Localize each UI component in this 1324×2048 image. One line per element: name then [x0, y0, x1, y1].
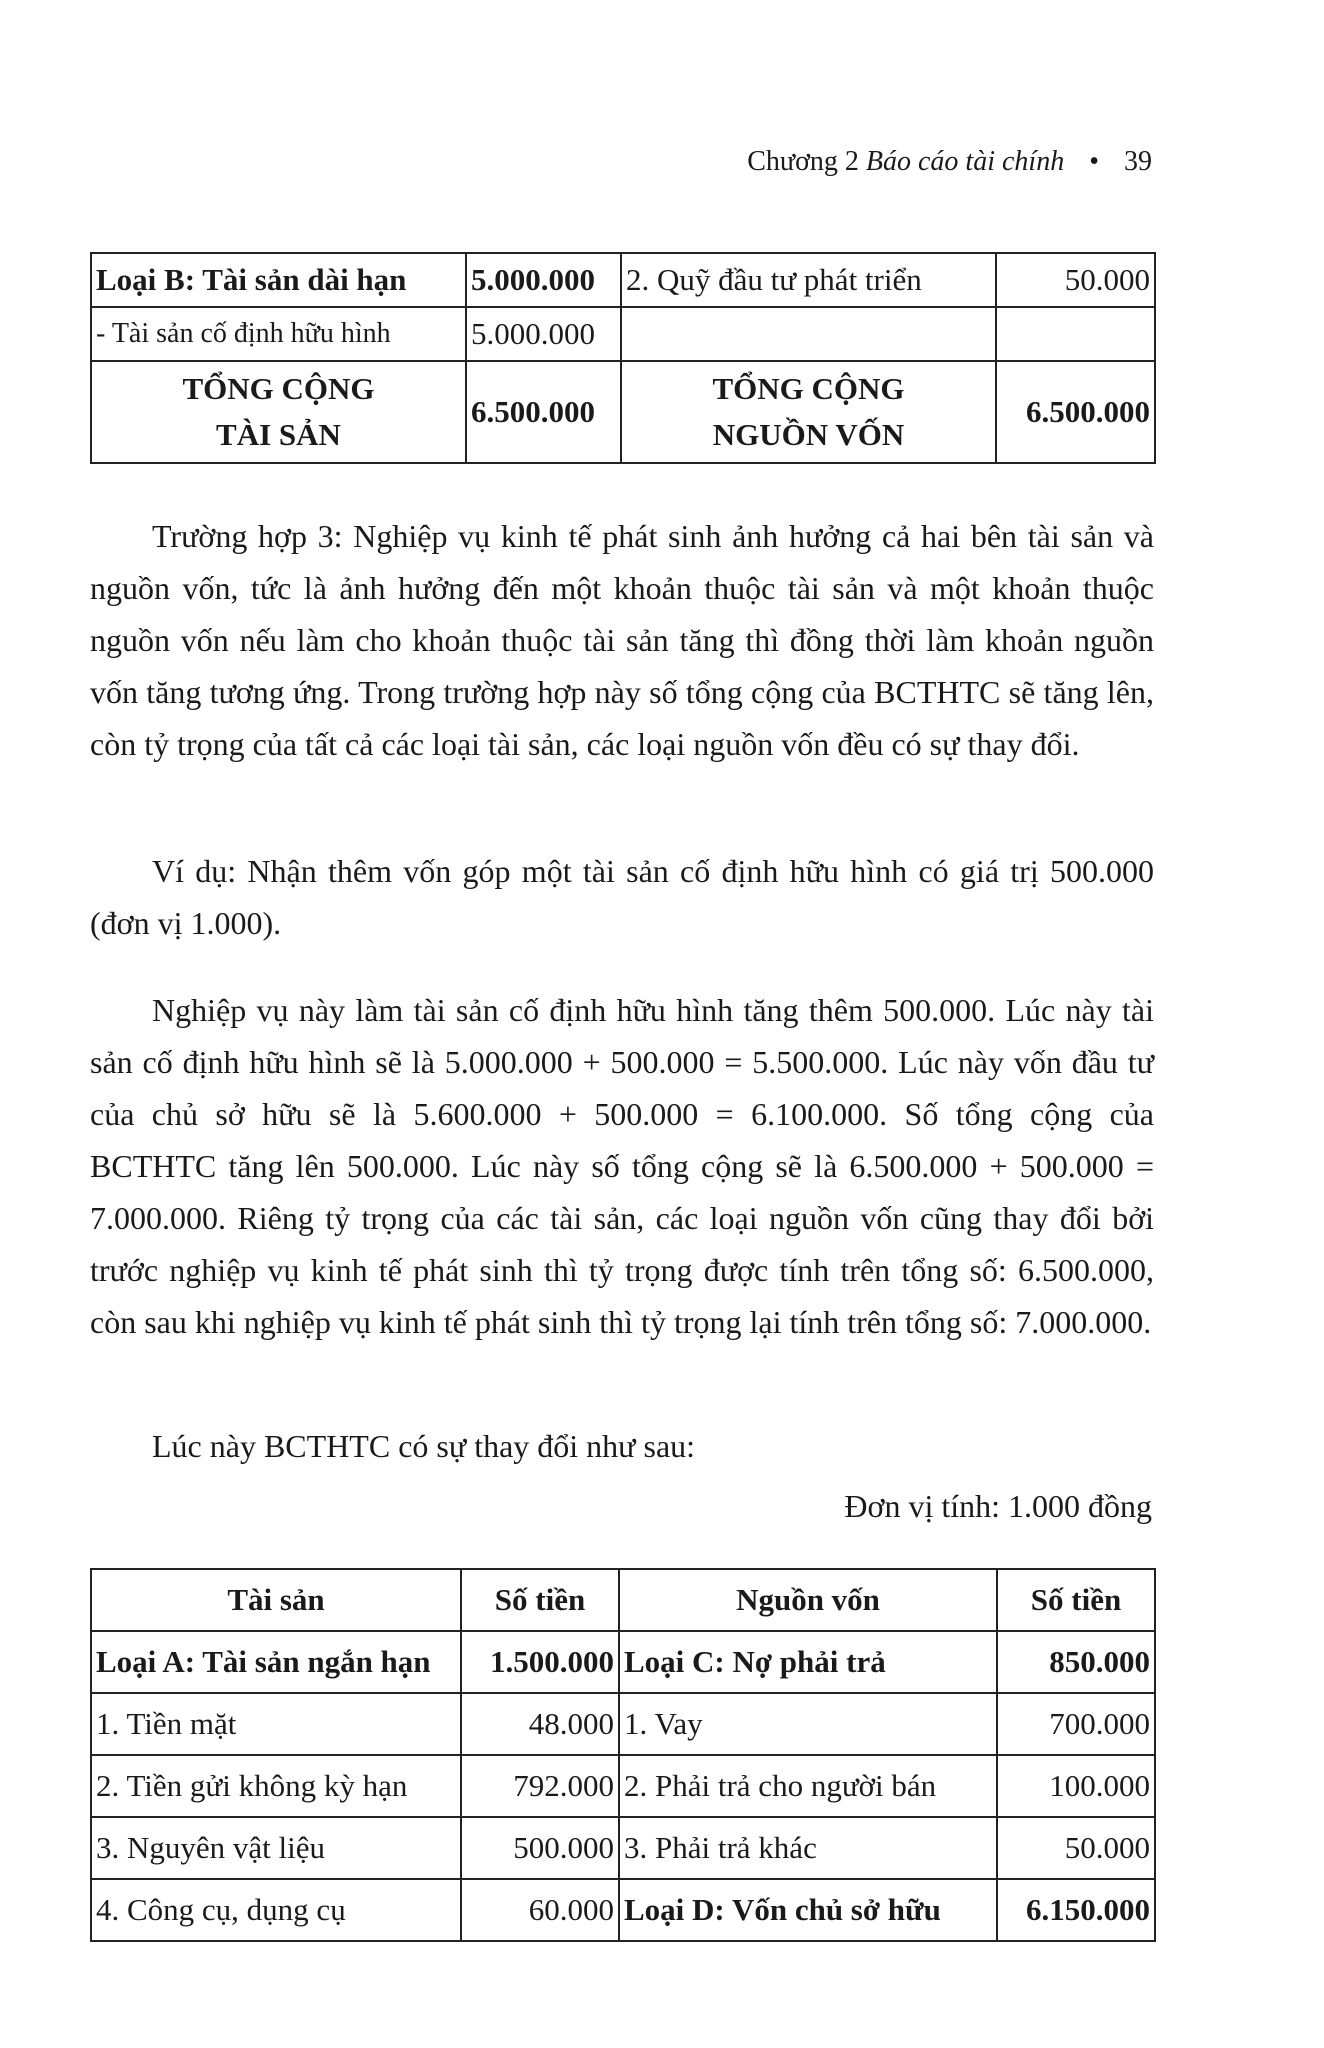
- table-cell: 5.000.000: [466, 253, 621, 307]
- table-cell: 850.000: [997, 1631, 1155, 1693]
- table-cell: 50.000: [996, 253, 1155, 307]
- column-header-amount: Số tiền: [997, 1569, 1155, 1631]
- table-header-row: [91, 1569, 1155, 1631]
- table-cell: 4. Công cụ, dụng cụ: [91, 1879, 461, 1941]
- unit-label: Đơn vị tính: 1.000 đồng: [844, 1488, 1152, 1524]
- chapter-title: Báo cáo tài chính: [865, 146, 1065, 177]
- table-row: [91, 1755, 1155, 1817]
- balance-table: [90, 1568, 1156, 1942]
- table-cell: Loại A: Tài sản ngắn hạn: [91, 1631, 461, 1693]
- balance-table-continued: [90, 252, 1156, 464]
- table-cell: [621, 307, 996, 361]
- running-header: [747, 146, 1152, 178]
- paragraph-explanation: Nghiệp vụ này làm tài sản cố định hữu hình tăng thêm 500.000. Lúc này tài sản cố định hữu hình sẽ là 5.000.000 + 500.000 = 5.500.000. Lúc này vốn đầu tư của chủ sở hữu sẽ là 5.600.000 + 500.000 = 6.100.000. Số tổng cộng của BCTHTC tăng lên 500.000. Lúc này số tổng cộng sẽ là 6.500.000 + 500.000 = 7.000.000. Riêng tỷ trọng của các tài sản, các loại nguồn vốn cũng thay đổi bởi trước nghiệp vụ kinh tế phát sinh thì tỷ trọng được tính trên tổng số: 6.500.000, còn sau khi nghiệp vụ kinh tế phát sinh thì tỷ trọng lại tính trên tổng số: 7.000.000.: [90, 992, 1154, 1340]
- table-cell: 1. Vay: [619, 1693, 997, 1755]
- header-separator: •: [1089, 146, 1099, 177]
- table-cell: 1.500.000: [461, 1631, 619, 1693]
- table-row: [91, 307, 1155, 361]
- table-cell: 6.150.000: [997, 1879, 1155, 1941]
- table-row-total: [91, 361, 1155, 463]
- table-cell: 5.000.000: [466, 307, 621, 361]
- table-cell: - Tài sản cố định hữu hình: [91, 307, 466, 361]
- total-capital-label: TỔNG CỘNG NGUỒN VỐN: [621, 361, 996, 463]
- table-cell: Loại C: Nợ phải trả: [619, 1631, 997, 1693]
- paragraph-intro-table: Lúc này BCTHTC có sự thay đổi như sau:: [152, 1428, 696, 1464]
- page-number: 39: [1124, 146, 1152, 177]
- table-cell: 1. Tiền mặt: [91, 1693, 461, 1755]
- column-header-capital: Nguồn vốn: [619, 1569, 997, 1631]
- table-row: [91, 1631, 1155, 1693]
- table-cell: 2. Phải trả cho người bán: [619, 1755, 997, 1817]
- table-cell: 100.000: [997, 1755, 1155, 1817]
- table-row: [91, 1693, 1155, 1755]
- column-header-assets: Tài sản: [91, 1569, 461, 1631]
- table-row: [91, 253, 1155, 307]
- total-assets-value: 6.500.000: [466, 361, 621, 463]
- column-header-amount: Số tiền: [461, 1569, 619, 1631]
- table-cell: [996, 307, 1155, 361]
- total-capital-value: 6.500.000: [996, 361, 1155, 463]
- table-cell: 3. Phải trả khác: [619, 1817, 997, 1879]
- total-assets-label: TỔNG CỘNG TÀI SẢN: [91, 361, 466, 463]
- table-cell: 700.000: [997, 1693, 1155, 1755]
- table-cell: 792.000: [461, 1755, 619, 1817]
- table-cell: Loại D: Vốn chủ sở hữu: [619, 1879, 997, 1941]
- table-row: [91, 1817, 1155, 1879]
- paragraph-case-3: Trường hợp 3: Nghiệp vụ kinh tế phát sinh ảnh hưởng cả hai bên tài sản và nguồn vốn, tức là ảnh hưởng đến một khoản thuộc tài sản và một khoản thuộc nguồn vốn nếu làm cho khoản thuộc tài sản tăng thì đồng thời làm khoản nguồn vốn tăng tương ứng. Trong trường hợp này số tổng cộng của BCTHTC sẽ tăng lên, còn tỷ trọng của tất cả các loại tài sản, các loại nguồn vốn đều có sự thay đổi.: [90, 518, 1154, 762]
- paragraph-example: Ví dụ: Nhận thêm vốn góp một tài sản cố định hữu hình có giá trị 500.000 (đơn vị 1.000).: [90, 853, 1154, 941]
- chapter-label: Chương 2: [747, 146, 859, 177]
- table-cell: 48.000: [461, 1693, 619, 1755]
- table-cell: 3. Nguyên vật liệu: [91, 1817, 461, 1879]
- table-cell: 2. Tiền gửi không kỳ hạn: [91, 1755, 461, 1817]
- table-cell: 50.000: [997, 1817, 1155, 1879]
- table-row: [91, 1879, 1155, 1941]
- table-cell: 2. Quỹ đầu tư phát triển: [621, 253, 996, 307]
- table-cell: 60.000: [461, 1879, 619, 1941]
- table-cell: 500.000: [461, 1817, 619, 1879]
- table-cell: Loại B: Tài sản dài hạn: [91, 253, 466, 307]
